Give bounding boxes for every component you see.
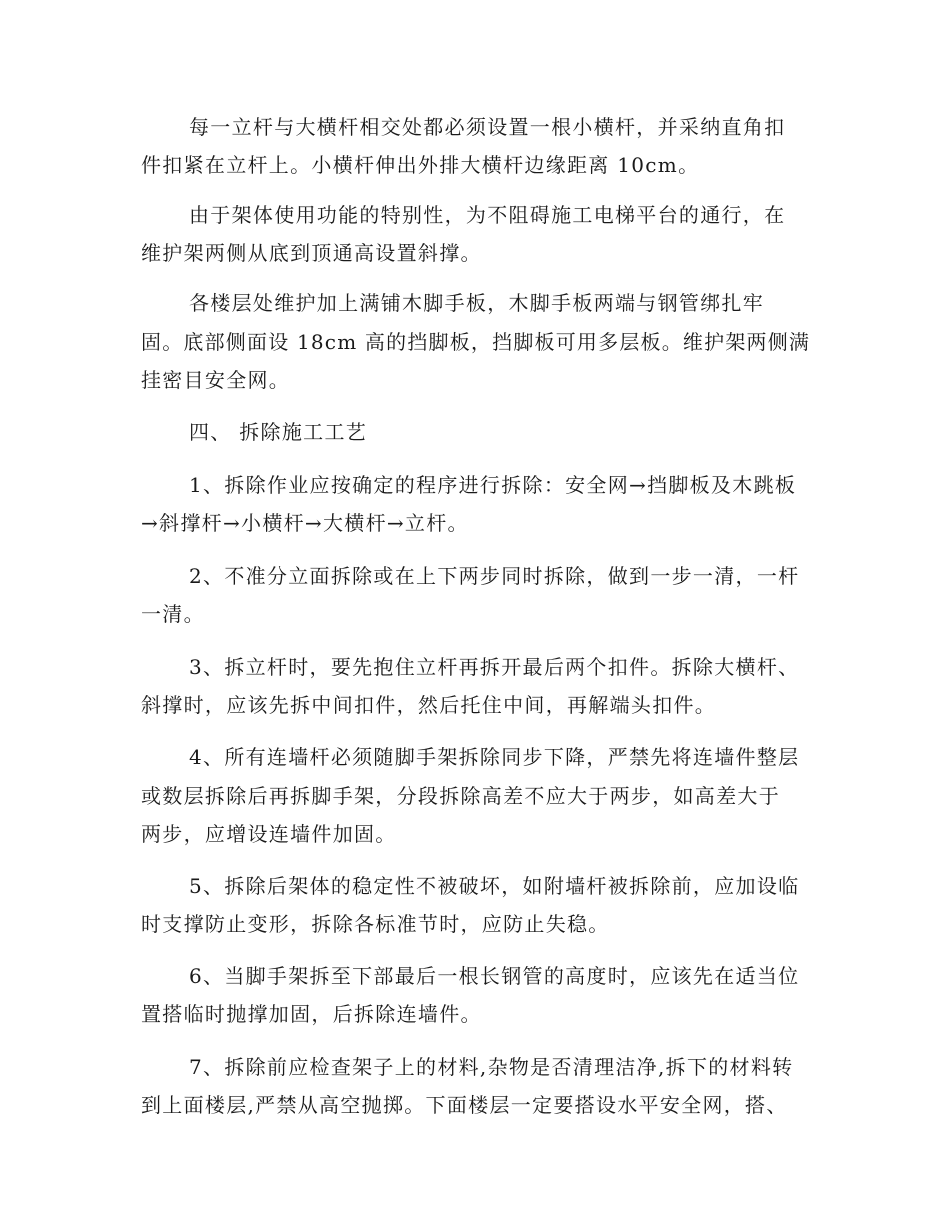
paragraph-line: 或数层拆除后再拆脚手架，分段拆除高差不应大于两步，如高差大于 [141,784,780,808]
paragraph-line: →斜撑杆→小横杆→大横杆→立杆。 [141,511,469,535]
paragraph-line: 固。底部侧面设 18cm 高的挡脚板，挡脚板可用多层板。维护架两侧满 [141,330,811,354]
paragraph-line: 由于架体使用功能的特别性，为不阻碍施工电梯平台的通行，在 [189,203,786,227]
paragraph-line: 时支撑防止变形，拆除各标准节时，应防止失稳。 [141,912,610,936]
paragraph-line: 6、当脚手架拆至下部最后一根长钢管的高度时，应该先在适当位 [189,964,800,988]
paragraph-line: 各楼层处维护加上满铺木脚手板，木脚手板两端与钢管绑扎牢 [189,291,765,315]
paragraph-line: 件扣紧在立杆上。小横杆伸出外排大横杆边缘距离 10cm。 [141,153,700,177]
paragraph-line: 4、所有连墙杆必须随脚手架拆除同步下降，严禁先将连墙件整层 [189,745,800,769]
paragraph-line: 7、拆除前应检查架子上的材料,杂物是否清理洁净,拆下的材料转 [189,1055,794,1079]
paragraph-line: 斜撑时，应该先拆中间扣件，然后托住中间，再解端头扣件。 [141,693,717,717]
paragraph-line: 到上面楼层,严禁从高空抛掷。下面楼层一定要搭设水平安全网，搭、 [141,1093,788,1117]
paragraph-line: 1、拆除作业应按确定的程序进行拆除：安全网→挡脚板及木跳板 [189,473,797,497]
paragraph-line: 5、拆除后架体的稳定性不被破坏，如附墙杆被拆除前，应加设临 [189,874,800,898]
paragraph-line: 两步，应增设连墙件加固。 [141,822,397,846]
paragraph-line: 2、不准分立面拆除或在上下两步同时拆除，做到一步一清，一杆 [189,564,800,588]
paragraph-line: 置搭临时抛撑加固，后拆除连墙件。 [141,1002,482,1026]
section-heading: 四、 拆除施工工艺 [189,420,368,444]
paragraph-line: 挂密目安全网。 [141,368,291,392]
paragraph-line: 每一立杆与大横杆相交处都必须设置一根小横杆，并采纳直角扣 [189,115,786,139]
paragraph-line: 3、拆立杆时，要先抱住立杆再拆开最后两个扣件。拆除大横杆、 [189,655,800,679]
paragraph-line: 维护架两侧从底到顶通高设置斜撑。 [141,241,482,265]
paragraph-line: 一清。 [141,602,205,626]
